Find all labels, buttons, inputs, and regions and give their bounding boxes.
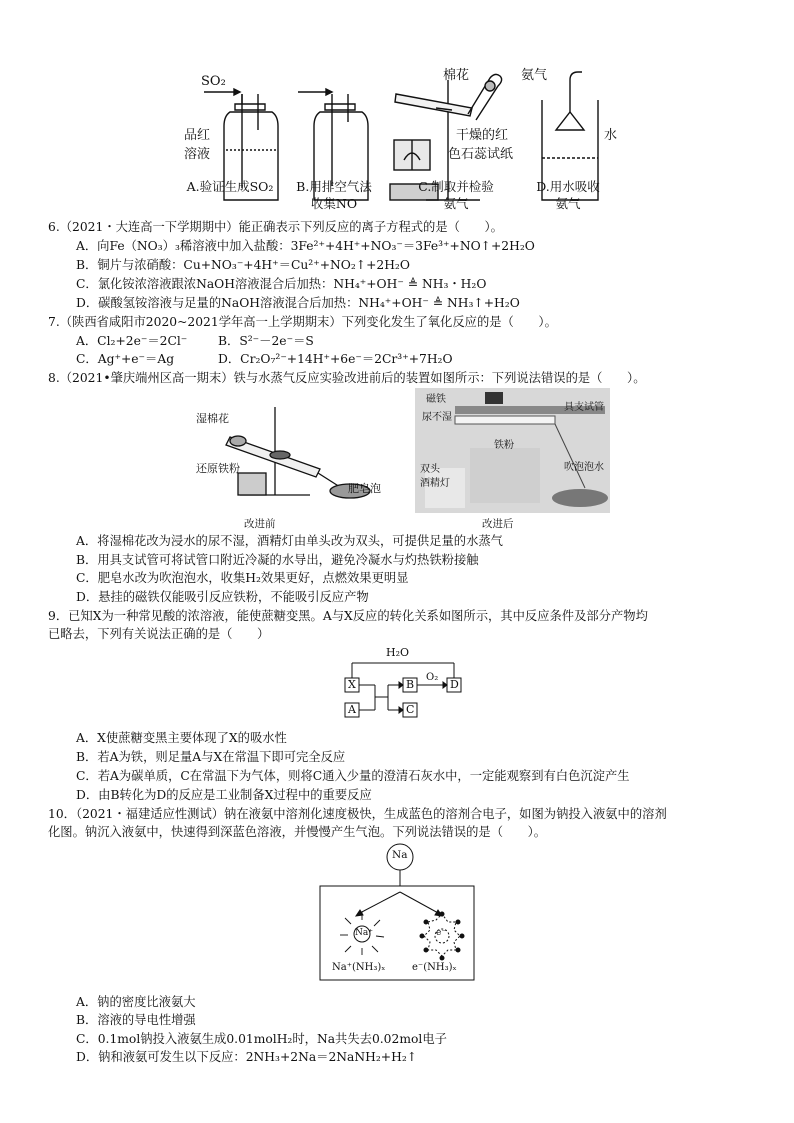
q10-left-label: Na⁺(NH₃)ₓ (332, 962, 386, 973)
q9-option-b: B．若A为铁，则足量A与X在常温下即可完全反应 (76, 750, 346, 764)
caption-b: B.用排空气法 收集NO (296, 179, 372, 211)
q8-option-a: A．将湿棉花改为浸水的尿不湿，酒精灯由单头改为双头，可提供足量的水蒸气 (76, 534, 503, 548)
q10-option-a: A．钠的密度比液氨大 (76, 995, 196, 1009)
q10-node-na-plus: Na⁺ (355, 928, 373, 938)
q7-option-b: B．S²⁻－2e⁻＝S (218, 334, 314, 348)
q9-node-h2o: H₂O (386, 646, 410, 659)
q9-node-d: D (450, 678, 459, 691)
q10-right-label: e⁻(NH₃)ₓ (412, 962, 457, 973)
q8-label-feizao: 肥皂泡 (348, 482, 381, 495)
q6-option-b: B．铜片与浓硝酸：Cu+NO₃⁻+4H⁺＝Cu²⁺+NO₂↑+2H₂O (76, 258, 410, 272)
label-shui: 水 (604, 128, 618, 143)
label-anqi: 氨气 (521, 68, 548, 83)
label-rongye: 溶液 (184, 147, 211, 162)
q8-option-d: D．悬挂的磁铁仅能吸引反应铁粉，不能吸引反应产物 (76, 590, 369, 604)
label-pinhong: 品红 (184, 128, 211, 143)
q10-stem-line2: 化图。钠沉入液氨中，快速得到深蓝色溶液，并慢慢产生气泡。下列说法错误的是（ ）。 (48, 825, 547, 839)
q9-node-c: C (406, 703, 415, 716)
q8-label-shuangtou: 双头 (420, 464, 440, 475)
caption-a: A.验证生成SO₂ (186, 179, 274, 194)
q7-option-c: C．Ag⁺+e⁻＝Ag (76, 352, 175, 366)
q8-label-jiujingdeng: 酒精灯 (420, 478, 450, 489)
q7-stem: 7.（陕西省咸阳市2020~2021学年高一上学期期末）下列变化发生了氧化反应的是（ ）。 (48, 315, 557, 329)
q10-option-b: B．溶液的导电性增强 (76, 1013, 196, 1027)
q8-option-b: B．用具支试管可将试管口附近冷凝的水导出，避免冷凝水与灼热铁粉接触 (76, 553, 479, 567)
q6-option-d: D．碳酸氢铵溶液与足量的NaOH溶液混合后加热：NH₄⁺+OH⁻ ≜ NH₃↑+H₂O (76, 296, 520, 310)
q9-node-o2: O₂ (426, 672, 439, 683)
q9-stem-line1: 9．已知X为一种常见酸的浓溶液，能使蔗糖变黑。A与X反应的转化关系如图所示，其中反应条件及部分产物均 (48, 609, 648, 623)
label-so2: SO₂ (201, 74, 226, 89)
q8-stem: 8.（2021•肇庆端州区高一期末）铁与水蒸气反应实验改进前后的装置如图所示：下列说法错误的是（ ）。 (48, 371, 646, 385)
caption-d: D.用水吸收 氨气 (536, 179, 600, 211)
q8-label-niaobushi: 尿不湿 (422, 412, 452, 423)
q10-solvation-diagram (318, 842, 478, 982)
q9-option-a: A．X使蔗糖变黑主要体现了X的吸水性 (76, 731, 287, 745)
label-shizhi: 色石蕊试纸 (448, 147, 514, 162)
label-mianhua: 棉花 (443, 68, 470, 83)
q8-option-c: C．肥皂水改为吹泡泡水，收集H₂效果更好，点燃效果更明显 (76, 571, 409, 585)
q9-option-c: C．若A为碳单质，C在常温下为气体，则将C通入少量的澄清石灰水中，一定能观察到有白色沉淀产生 (76, 769, 630, 783)
q9-option-d: D．由B转化为D的反应是工业制备X过程中的重要反应 (76, 788, 372, 802)
q6-option-a: A．向Fe（NO₃）₃稀溶液中加入盐酸：3Fe²⁺+4H⁺+NO₃⁻＝3Fe³⁺+NO↑+2H₂O (76, 239, 535, 253)
q9-stem-line2: 已略去，下列有关说法正确的是（ ） (48, 627, 270, 641)
q8-label-chuipaopao: 吹泡泡水 (564, 462, 604, 473)
q8-label-citie: 磁铁 (426, 394, 446, 405)
caption-c: C.制取并检验 氨气 (418, 179, 494, 211)
q7-option-d: D．Cr₂O₇²⁻+14H⁺+6e⁻＝2Cr³⁺+7H₂O (218, 352, 453, 366)
q8-label-tiefen: 铁粉 (494, 440, 514, 451)
q7-option-a: A．Cl₂+2e⁻＝2Cl⁻ (76, 334, 188, 348)
q6-option-c: C．氯化铵浓溶液跟浓NaOH溶液混合后加热：NH₄⁺+OH⁻ ≜ NH₃・H₂O (76, 277, 487, 291)
q10-solvation-drawing (318, 842, 478, 982)
q10-node-na: Na (392, 849, 408, 861)
q10-option-d: D．钠和液氨可发生以下反应：2NH₃+2Na＝2NaNH₂+H₂↑ (76, 1050, 418, 1064)
q9-node-b: B (406, 678, 415, 691)
q9-node-x: X (348, 678, 356, 691)
q6-stem: 6.（2021・大连高一下学期期中）能正确表示下列反应的离子方程式的是（ ）。 (48, 220, 503, 234)
q8-label-gaijinqian: 改进前 (244, 518, 276, 530)
q10-option-c: C．0.1mol钠投入液氨生成0.01molH₂时，Na共失去0.02mol电子 (76, 1032, 447, 1046)
q9-node-a: A (348, 703, 356, 716)
q8-label-huanyuan: 还原铁粉 (196, 462, 240, 475)
q10-node-e-minus: e⁻ (436, 928, 447, 938)
q8-label-gaijinhou: 改进后 (482, 518, 514, 530)
q8-label-shimianhua: 湿棉花 (196, 412, 229, 425)
q8-label-zhizhi: 具支试管 (564, 402, 604, 413)
label-ganzao: 干燥的红 (456, 128, 509, 143)
q10-stem-line1: 10．（2021・福建适应性测试）钠在液氨中溶剂化速度极快，生成蓝色的溶剂合电子，如图为钠投入液氨中的溶剂 (48, 807, 667, 821)
